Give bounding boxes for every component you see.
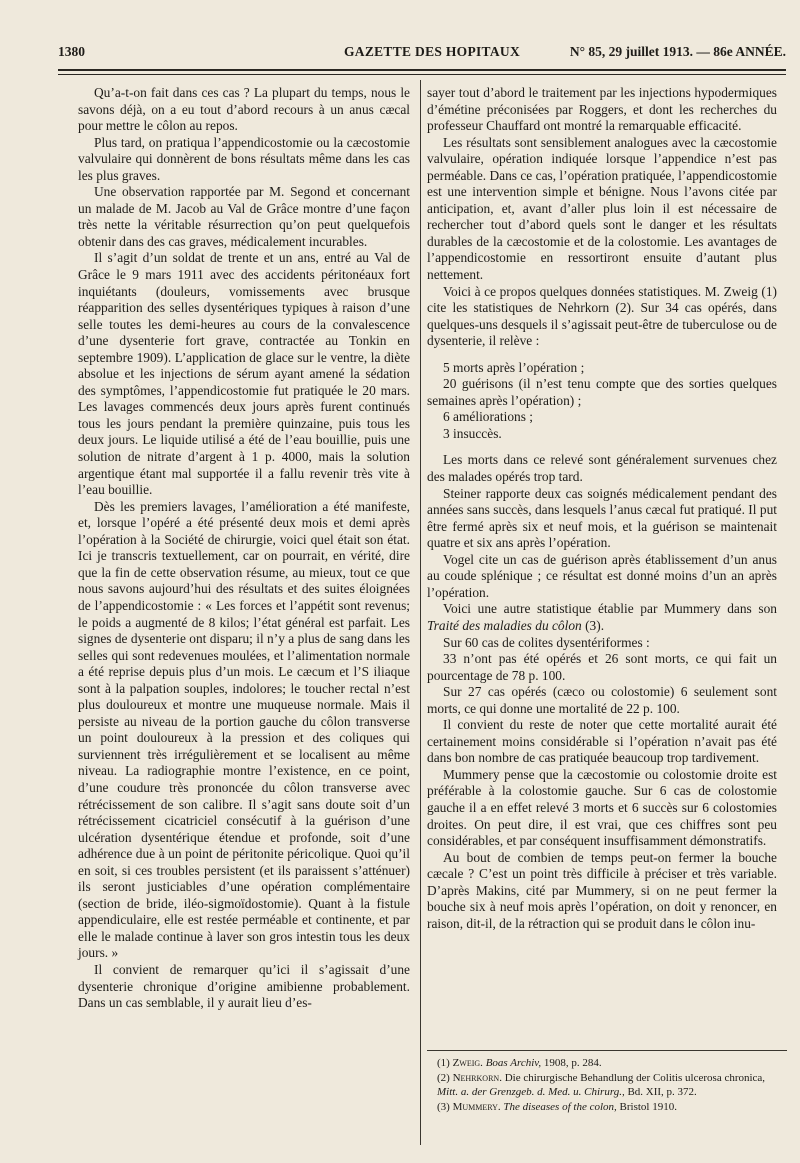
footnote-text: 1908, p. 284. bbox=[541, 1057, 602, 1069]
header-rule-thick bbox=[58, 69, 786, 71]
paragraph bbox=[427, 601, 777, 634]
paragraph: 33 n’ont pas été opérés et 26 sont morts, ce qui fait un pourcentage de 78 p. 100. bbox=[427, 651, 777, 683]
paragraph: Sur 60 cas de colites dysentériformes : bbox=[443, 634, 650, 650]
footnote-author: (1) Zweig. bbox=[437, 1057, 483, 1069]
list-item: 20 guérisons (il n’est tenu compte que des sorties quelques semaines après l’opération) ; bbox=[427, 376, 777, 408]
right-column bbox=[427, 85, 777, 932]
paragraph: Une observation rapportée par M. Segond et concernant un malade de M. Jacob au Val de Grâce montre d’une façon très nette la véritable résurrection qu’on peut quelquefois obtenir dans des cas graves, médicalement incurables. bbox=[78, 184, 410, 249]
paragraph: Les morts dans ce relevé sont généralement survenues chez des malades opérés trop tard. bbox=[427, 452, 777, 485]
paragraph: Plus tard, on pratiqua l’appendicostomie ou la cæcostomie valvulaire qui donnèrent de bons résultats même dans les cas les plus graves. bbox=[78, 134, 410, 183]
issue-info: N° 85, 29 juillet 1913. — 86e ANNÉE. bbox=[569, 44, 786, 59]
running-header bbox=[58, 44, 786, 66]
list-item: 6 améliorations ; bbox=[443, 409, 533, 425]
journal-title: GAZETTE DES HOPITAUX bbox=[343, 44, 521, 59]
footnote-author: (2) Nehrkorn. bbox=[437, 1071, 502, 1084]
paragraph: Sur 27 cas opérés (cæco ou colostomie) 6 seulement sont morts, ce qui donne une mortalité de 22 p. 100. bbox=[427, 684, 777, 716]
text-run: Voici une autre statistique établie par Mummery dans son bbox=[443, 601, 777, 617]
paragraph: Qu’a-t-on fait dans ces cas ? La plupart du temps, nous le savons déjà, on a eu tout d’abord recours à un anus cæcal pour mettre le côlon au repos. bbox=[78, 85, 410, 134]
paragraph: Voici à ce propos quelques données statistiques. M. Zweig (1) cite les statistiques de Nehrkorn (2). Sur 34 cas opérés, dans quelques-uns desquels il s’agissait peut-être de tuberculose ou de dysenterie, il relève : bbox=[427, 283, 777, 349]
footnotes bbox=[427, 1056, 777, 1114]
footnote-text: Die chirurgische Behandlung der Colitis ulcerosa chronica, bbox=[501, 1071, 766, 1084]
paragraph: sayer tout d’abord le traitement par les injections hypodermiques d’émétine préconisées par Roggers, et dont les recherches du professeur Chauffard ont montré la remarquable efficacité. bbox=[427, 85, 777, 134]
paragraph: Il convient de remarquer qu’ici il s’agissait d’une dysenterie chronique d’origine amibienne probablement. Dans un cas semblable, il y aurait lieu d’es- bbox=[78, 961, 410, 1011]
header-rule-thin bbox=[58, 74, 786, 75]
list-item: 5 morts après l’opération ; bbox=[443, 359, 585, 375]
footnote-journal: Mitt. a. der Grenzgeb. d. Med. u. Chirurg., bbox=[437, 1086, 625, 1098]
paragraph: Mummery pense que la cæcostomie ou colostomie droite est préférable à la colostomie gauche. Sur 6 cas de colostomie gauche il a en effet relevé 3 morts et 6 succès sur 6 colostomies droites. On peut dire, il est vrai, que ces chiffres sont peu considérables, et par conséquent insuffisamment démonstratifs. bbox=[427, 766, 777, 849]
paragraph: Dès les premiers lavages, l’amélioration a été manifeste, et, lorsque l’opéré a été présenté deux mois et demi après l’opération à la Société de chirurgie, voici quel était son état. Ici je transcris textuellement, car on pourrait, en vérité, dire que la fin de cette observation résume, au mieux, tout ce que nous savons aujourd’hui des résultats et des suites éloignées de l’appendicostomie : « Les forces et l’appétit sont revenus; le poids a augmenté de 8 kilos; l’état général est parfait. Les signes de dysenterie ont disparu; il n’y a plus de sang dans les selles qui sont redevenues moulées, et l’alimentation normale a été reprise depuis plus d’un mois. Le cæcum et l’S iliaque sont à la palpation souples, indolores; le toucher rectal n’est plus douloureux et montre une muqueuse normale. Mais il persiste au niveau de la portion gauche du côlon transverse un point douloureux à la pression et des coliques qui surviennent très irrégulièrement et se localisent au même niveau. La radiographie montre l’existence, en ce point, d’une coudure très prononcée du côlon transverse avec rétrécissement de son calibre. Il s’agit sans doute soit d’un rétrécissement cicatriciel consécutif à la guérison d’une ulcération dysentérique étendue et profonde, soit d’une adhérence due à un point de péritonite péricolique. Quoi qu’il en soit, si ces troubles persistent (et ils paraissent s’atténuer) ils seront justiciables d’une opération complémentaire (section de bride, iléo-sigmoïdostomie). Quant à la fistule appendiculaire, elle est restée perméable et continente, et par elle le malade continue à laver son gros intestin tous les deux jours. » bbox=[78, 498, 410, 961]
paragraph: Steiner rapporte deux cas soignés médicalement pendant des années sans succès, dans lesquels l’anus cæcal fut pratiqué. Il put être fermé après six et neuf mois, et la guérison se maintenait quatre et six ans après l’opération. bbox=[427, 485, 777, 551]
text-run: (3). bbox=[581, 617, 605, 633]
paragraph: Il s’agit d’un soldat de trente et un ans, entré au Val de Grâce le 9 mars 1911 avec des accidents péritonéaux fort inquiétants (douleurs, vomissements avec brusque réapparition des selles dysentériques typiques à raison d’une selle toutes les demi-heures au cours de la convalescence d’une dysenterie fort grave, contractée au Tonkin en septembre 1909). L’application de glace sur le ventre, la diète absolue et les injections de sérum ayant amené la sédation des symptômes, l’appendicostomie fut pratiquée le 20 mars. Les lavages commencés deux jours après furent continués tous les jours pendant la première quinzaine, puis tous les deux jours. Le liquide utilisé a été de l’eau bouillie, puis une solution de nitrate d’argent à 1 p. 4000, mais la solution argentique étant mal supportée il a fallu revenir très vite à l’eau bouillie. bbox=[78, 250, 410, 498]
footnote-title: Boas Archiv, bbox=[485, 1057, 542, 1069]
footnote-title: The diseases of the colon, bbox=[503, 1100, 617, 1113]
paragraph: Il convient du reste de noter que cette mortalité aurait été certainement moins considérable si l’opération n’avait pas été dans bon nombre de cas pratiquée beaucoup trop tardivement. bbox=[427, 717, 777, 766]
footnote-3 bbox=[427, 1100, 777, 1115]
column-divider bbox=[420, 80, 421, 1145]
list-item: 3 insuccès. bbox=[443, 425, 502, 441]
left-column bbox=[78, 85, 410, 1012]
footnote-text: Bristol 1910. bbox=[616, 1100, 677, 1113]
paragraph: Les résultats sont sensiblement analogues avec la cæcostomie valvulaire, opération indiquée lorsque l’appendice n’est pas perméable. Dans ce cas, l’opération pratiquée, l’appendicostomie est une intervention simple et bénigne. Nous l’avons citée par anticipation, et, avant d’aller plus loin il est nécessaire de rechercher tout d’abord quels sont le danger et les résultats durables de la cæcostomie et de la colostomie. Les avantages de l’appendicostomie en ressortiront ensuite d’autant plus nettement. bbox=[427, 134, 777, 283]
footnote-rule bbox=[427, 1050, 787, 1051]
footnote-2 bbox=[427, 1071, 777, 1100]
footnote-text: Bd. XII, p. 372. bbox=[624, 1086, 697, 1098]
page-number: 1380 bbox=[58, 44, 85, 59]
book-title: Traité des maladies du côlon bbox=[427, 617, 582, 633]
footnote-1 bbox=[427, 1056, 777, 1071]
footnote-author: (3) Mummery. bbox=[437, 1100, 501, 1113]
paragraph: Au bout de combien de temps peut-on fermer la bouche cæcale ? C’est un point très difficile à préciser et très variable. D’après Makins, cité par Mummery, si on ne peut fermer la bouche six à neuf mois après l’opération, on doit y renoncer, en raison, dit-il, de la rétraction qui se produit dans le côlon inu- bbox=[427, 849, 777, 931]
paragraph: Vogel cite un cas de guérison après établissement d’un anus au coude splénique ; ce résultat est donné moins d’un an après l’opération. bbox=[427, 551, 777, 600]
